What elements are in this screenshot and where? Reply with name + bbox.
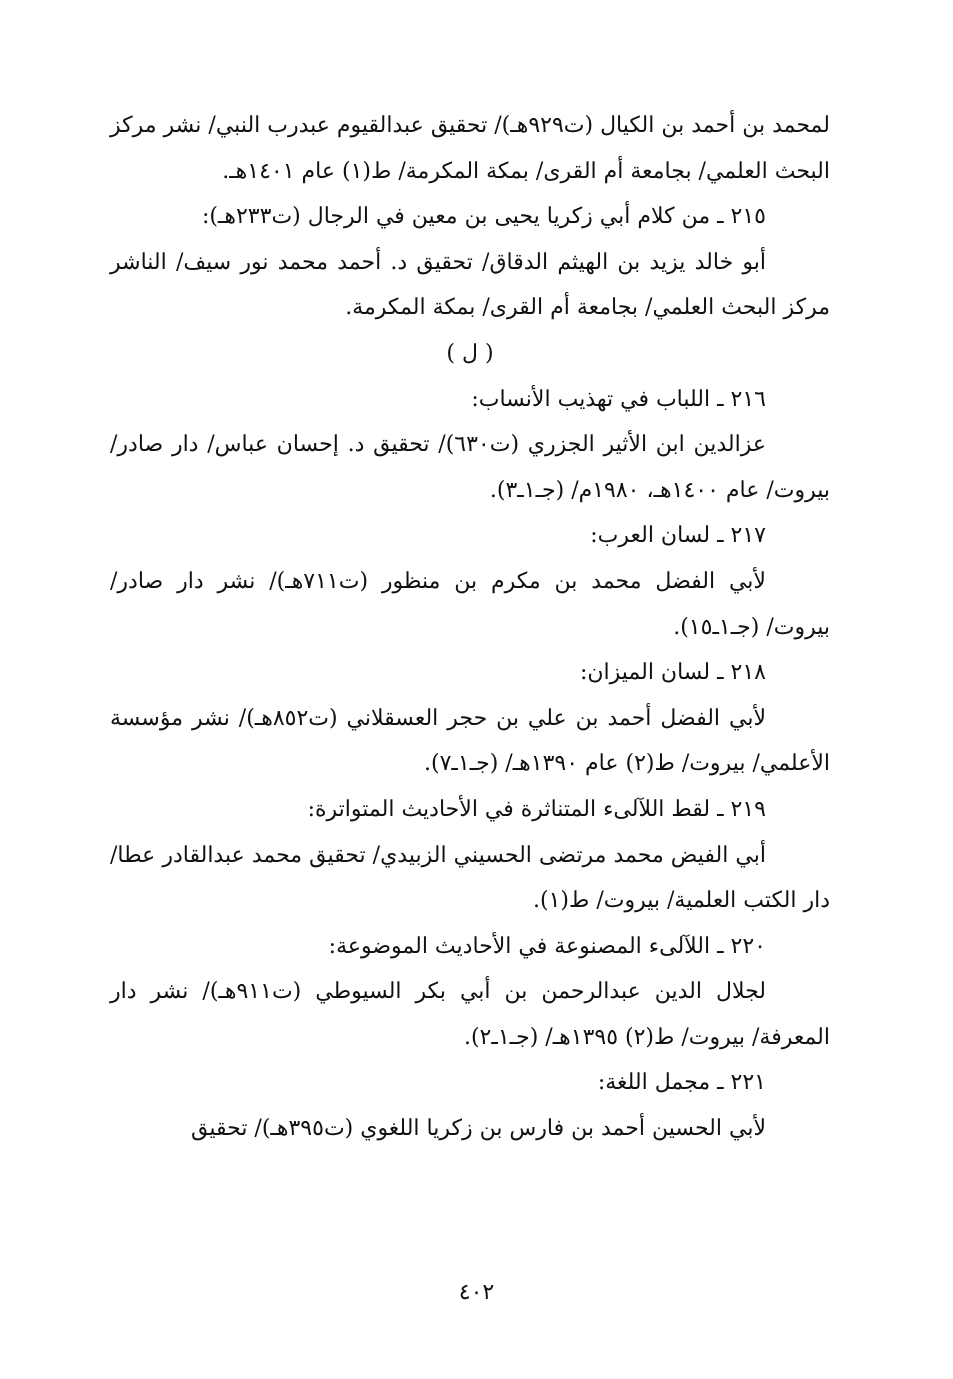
entry-215-heading: ٢١٥ ـ من كلام أبي زكريا يحيى بن معين في الرجال (ت٢٣٣هـ): xyxy=(201,204,766,230)
entry-218-details: لأبي الفضل أحمد بن علي بن حجر العسقلاني (ت٨٥٢هـ)/ نشر مؤسسة الأعلمي/ بيروت/ ط(٢) عام ١٣٩٠هـ/ (جـ١ـ٧). xyxy=(110,705,830,777)
entry-219-details: أبي الفيض محمد مرتضى الحسيني الزبيدي/ تحقيق محمد عبدالقادر عطا/ دار الكتب العلمية/ بيروت/ ط(١). xyxy=(110,842,830,914)
entry-220-heading: ٢٢٠ ـ اللآلىء المصنوعة في الأحاديث الموضوعة: xyxy=(328,933,766,959)
section-letter-lam: ( ل ) xyxy=(446,340,494,366)
page-number: ٤٠٢ xyxy=(458,1280,495,1305)
entry-217-details: لأبي الفضل محمد بن مكرم بن منظور (ت٧١١هـ)/ نشر دار صادر/ بيروت/ (جـ١ـ١٥). xyxy=(110,568,830,640)
entry-221-heading: ٢٢١ ـ مجمل اللغة: xyxy=(597,1070,766,1096)
entry-218-heading: ٢١٨ ـ لسان الميزان: xyxy=(579,660,766,686)
entry-215-details: أبو خالد يزيد بن الهيثم الدقاق/ تحقيق د. أحمد محمد نور سيف/ الناشر مركز البحث العلمي/ بجامعة أم القرى/ بمكة المكرمة. xyxy=(110,249,830,321)
entry-216-heading: ٢١٦ ـ اللباب في تهذيب الأنساب: xyxy=(471,386,766,412)
entry-221-details: لأبي الحسين أحمد بن فارس بن زكريا اللغوي (ت٣٩٥هـ)/ تحقيق xyxy=(191,1116,766,1142)
entry-219-heading: ٢١٩ ـ لقط اللآلىء المتناثرة في الأحاديث المتواترة: xyxy=(307,796,766,822)
entry-220-details: لجلال الدين عبدالرحمن بن أبي بكر السيوطي (ت٩١١هـ)/ نشر دار المعرفة/ بيروت/ ط(٢) ١٣٩٥هـ/ (جـ١ـ٢). xyxy=(110,979,830,1050)
entry-217-heading: ٢١٧ ـ لسان العرب: xyxy=(590,523,766,549)
entry-214-continuation: لمحمد بن أحمد بن الكيال (ت٩٢٩هـ)/ تحقيق عبدالقيوم عبدرب النبي/ نشر مركز البحث العلمي/ بجامعة أم القرى/ بمكة المكرمة/ ط(١) عام ١٤٠١هـ. xyxy=(110,113,830,184)
bibliography-text xyxy=(110,103,830,1152)
entry-216-details: عزالدين ابن الأثير الجزري (ت٦٣٠)/ تحقيق د. إحسان عباس/ دار صادر/ بيروت/ عام ١٤٠٠هـ، ١٩٨٠م/ (جـ١ـ٣). xyxy=(110,432,830,503)
